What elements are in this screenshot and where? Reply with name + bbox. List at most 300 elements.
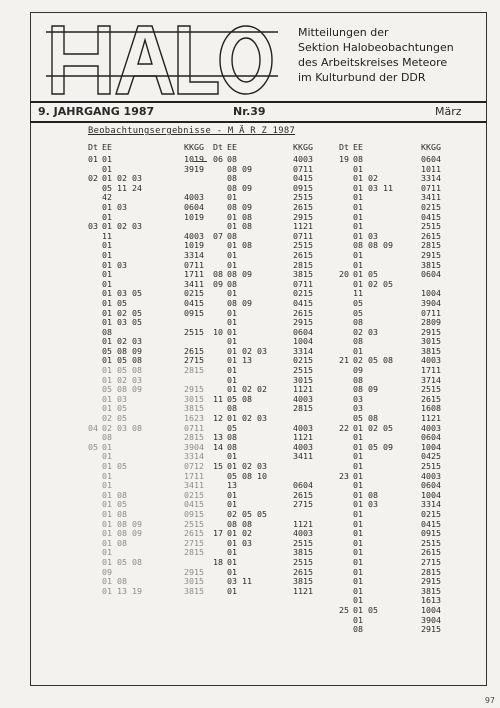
cell-ee: 08 — [102, 326, 112, 337]
cell-ee: 01 02 03 — [102, 173, 142, 184]
cell-kg: 4003 — [293, 154, 313, 164]
cell-kg: 3314 — [421, 173, 441, 184]
cell-kg: 4003 — [293, 422, 313, 433]
cell-ee: 03 — [353, 393, 363, 404]
cell-ee: 01 08 — [102, 576, 127, 587]
cell-kg: 2515 — [184, 326, 204, 337]
cell-dt — [339, 328, 353, 338]
cell-ee: 11 — [102, 230, 112, 241]
cell-ee: 01 — [353, 528, 363, 539]
cell-ee: 01 — [353, 201, 363, 212]
cell-ee: 01 — [353, 345, 363, 356]
cell-ee: 01 02 — [227, 528, 252, 539]
cell-ee: 01 — [227, 566, 237, 577]
cell-dt — [88, 184, 102, 194]
cell-dt — [88, 548, 102, 558]
cell-dt — [339, 616, 353, 626]
cell-dt — [339, 433, 353, 443]
cell-dt — [339, 309, 353, 319]
cell-dt — [339, 500, 353, 510]
cell-ee: 01 — [227, 499, 237, 510]
cell-kg: 4003 — [293, 441, 313, 452]
cell-ee: 01 — [353, 556, 363, 567]
cell-ee: 08 — [353, 624, 363, 635]
cell-ee: 08 — [353, 154, 363, 164]
cell-ee: 05 08 — [353, 413, 378, 424]
cell-kg: 0215 — [184, 489, 204, 500]
cell-dt: 05 — [88, 441, 98, 452]
cell-kg: 2615 — [184, 345, 204, 356]
cell-kg: 3815 — [293, 576, 313, 587]
cell-kg: 3815 — [421, 259, 441, 270]
cell-dt: 06 — [213, 154, 223, 164]
cell-kg: 0215 — [293, 288, 313, 299]
cell-dt — [88, 280, 102, 290]
cell-kg: 0425 — [421, 451, 441, 462]
cell-kg: 3411 — [421, 192, 441, 203]
cell-kg: 3015 — [184, 576, 204, 587]
cell-kg: 2915 — [184, 384, 204, 395]
cell-kg: 0915 — [293, 182, 313, 193]
table-row — [88, 587, 220, 597]
cell-kg: 1121 — [293, 585, 313, 596]
cell-kg: 2515 — [421, 221, 441, 232]
cell-ee: 09 — [102, 566, 112, 577]
cell-kg: 1004 — [293, 336, 313, 347]
cell-ee: 01 03 05 — [102, 288, 142, 299]
cell-dt — [339, 568, 353, 578]
masthead-line-3: des Arbeitskreises Meteore — [298, 56, 448, 69]
cell-kg: 1019 — [184, 154, 204, 164]
cell-ee: 01 — [227, 451, 237, 462]
cell-kg: 2715 — [184, 355, 204, 366]
table-row — [339, 625, 457, 635]
cell-dt — [213, 577, 227, 587]
cell-ee: 01 — [102, 451, 112, 462]
cell-ee: 01 — [353, 432, 363, 443]
cell-kg: 0604 — [421, 432, 441, 443]
cell-ee: 01 — [227, 365, 237, 376]
cell-kg: 2515 — [421, 461, 441, 471]
cell-dt — [339, 443, 353, 453]
cell-kg: 0604 — [421, 154, 441, 164]
observation-column-2 — [213, 143, 329, 596]
cell-dt — [213, 203, 227, 213]
cell-ee: 02 03 08 — [102, 422, 142, 433]
cell-ee: 01 02 02 — [227, 384, 267, 395]
header-ee: EE — [227, 142, 237, 152]
cell-ee: 01 02 03 — [102, 221, 142, 232]
cell-dt — [213, 356, 227, 366]
cell-ee: 01 — [353, 595, 363, 606]
cell-kg: 3411 — [184, 278, 204, 289]
cell-ee: 01 — [353, 576, 363, 587]
cell-dt — [88, 251, 102, 261]
observation-column-1 — [88, 143, 220, 596]
cell-ee: 01 — [227, 585, 237, 596]
cell-ee: 01 05 08 — [102, 556, 142, 567]
cell-kg: 2809 — [421, 317, 441, 328]
cell-kg: 0215 — [421, 508, 441, 519]
cell-dt: 04 — [88, 422, 98, 433]
cell-dt — [213, 376, 227, 386]
cell-ee: 08 09 — [227, 269, 252, 280]
cell-dt — [88, 328, 102, 338]
cell-dt: 03 — [88, 221, 98, 232]
cell-ee: 01 — [227, 556, 237, 567]
cell-ee: 01 02 — [353, 173, 378, 184]
cell-dt — [88, 337, 102, 347]
cell-kg: 0915 — [184, 508, 204, 519]
cell-kg: 0711 — [184, 259, 204, 270]
cell-ee: 01 — [102, 154, 112, 164]
cell-kg: 4003 — [421, 422, 441, 433]
cell-kg: 1121 — [421, 413, 441, 424]
cell-kg: 2615 — [293, 201, 313, 212]
cell-dt — [339, 587, 353, 597]
cell-ee: 01 — [353, 451, 363, 462]
cell-dt — [88, 318, 102, 328]
cell-dt — [213, 500, 227, 510]
cell-kg: 4003 — [421, 355, 441, 366]
cell-kg: 1121 — [293, 432, 313, 443]
cell-ee: 01 08 09 — [102, 518, 142, 529]
cell-dt: 13 — [213, 432, 223, 443]
cell-dt — [339, 241, 353, 251]
cell-kg: 4003 — [293, 528, 313, 539]
cell-ee: 01 — [227, 249, 237, 260]
cell-kg: 4003 — [293, 393, 313, 404]
cell-dt — [339, 222, 353, 232]
cell-kg: 3919 — [184, 163, 204, 174]
masthead-line-2: Sektion Halobeobachtungen — [298, 41, 454, 54]
cell-dt — [88, 472, 102, 482]
cell-dt — [339, 232, 353, 242]
cell-dt — [213, 337, 227, 347]
cell-ee: 01 — [227, 288, 237, 299]
cell-kg: 1711 — [184, 470, 204, 481]
cell-ee: 01 — [102, 269, 112, 280]
cell-dt: 15 — [213, 461, 223, 471]
cell-dt — [339, 385, 353, 395]
cell-kg: 1623 — [184, 413, 204, 424]
cell-ee: 01 05 — [102, 403, 127, 414]
cell-ee: 08 — [227, 278, 237, 289]
cell-kg: 4003 — [184, 230, 204, 241]
cell-kg: 1121 — [293, 384, 313, 395]
cell-dt — [213, 165, 227, 175]
cell-dt — [88, 462, 102, 472]
cell-dt — [88, 568, 102, 578]
cell-dt — [339, 165, 353, 175]
cell-kg: 0604 — [293, 480, 313, 491]
cell-dt — [88, 366, 102, 376]
cell-dt — [88, 558, 102, 568]
cell-ee: 01 — [227, 317, 237, 328]
cell-dt — [339, 625, 353, 635]
cell-dt: 02 — [88, 173, 98, 184]
cell-ee: 01 02 03 — [102, 336, 142, 347]
cell-ee: 09 — [353, 365, 363, 376]
cell-kg: 1711 — [421, 365, 441, 376]
cell-ee: 01 — [353, 585, 363, 596]
cell-ee: 01 — [227, 489, 237, 500]
cell-ee: 01 — [102, 547, 112, 558]
cell-ee: 01 03 — [353, 499, 378, 510]
cell-kg: 1711 — [184, 269, 204, 280]
connector-dash — [193, 161, 207, 162]
cell-kg: 3815 — [293, 547, 313, 558]
cell-kg: 0604 — [421, 269, 441, 280]
cell-ee: 05 11 24 — [102, 182, 142, 193]
cell-dt — [213, 251, 227, 261]
cell-dt — [339, 337, 353, 347]
cell-dt — [88, 587, 102, 597]
cell-dt — [339, 395, 353, 405]
cell-ee: 01 13 — [227, 355, 252, 366]
cell-dt — [339, 366, 353, 376]
cell-kg: 0711 — [421, 182, 441, 193]
cell-ee: 08 — [353, 317, 363, 328]
cell-dt — [213, 491, 227, 501]
cell-dt — [213, 299, 227, 309]
cell-kg: 3815 — [421, 345, 441, 356]
cell-ee: 08 — [227, 403, 237, 414]
cell-ee: 01 02 03 — [227, 413, 267, 424]
cell-kg: 0415 — [421, 211, 441, 222]
cell-dt — [339, 548, 353, 558]
cell-ee: 01 08 — [102, 537, 127, 548]
cell-ee: 08 — [227, 173, 237, 184]
header-dt: Dt — [339, 142, 349, 152]
cell-kg: 0415 — [184, 297, 204, 308]
cell-ee: 08 09 — [227, 182, 252, 193]
cell-dt — [88, 520, 102, 530]
cell-ee: 01 — [102, 441, 112, 452]
cell-kg: 3015 — [184, 393, 204, 404]
cell-kg: 2515 — [293, 192, 313, 203]
cell-kg: 0415 — [293, 297, 313, 308]
cell-ee: 01 13 19 — [102, 585, 142, 596]
cell-dt: 25 — [339, 604, 349, 615]
cell-dt — [88, 261, 102, 271]
cell-kg: 1004 — [421, 441, 441, 452]
cell-kg: 2915 — [421, 249, 441, 260]
cell-dt: 09 — [213, 278, 223, 289]
cell-ee: 08 09 — [227, 163, 252, 174]
cell-dt — [213, 472, 227, 482]
cell-kg: 2815 — [184, 547, 204, 558]
cell-kg: 0415 — [293, 173, 313, 184]
cell-kg: 0604 — [421, 480, 441, 491]
cell-dt: 07 — [213, 230, 223, 241]
cell-kg: 1019 — [184, 211, 204, 222]
cell-kg: 2615 — [293, 249, 313, 260]
cell-kg: 4003 — [421, 470, 441, 481]
cell-dt — [88, 510, 102, 520]
cell-kg: 1613 — [421, 595, 441, 606]
cell-ee: 01 — [227, 547, 237, 558]
cell-kg: 1011 — [421, 163, 441, 174]
cell-ee: 05 — [353, 307, 363, 318]
cell-ee: 08 — [227, 432, 237, 443]
cell-ee: 01 — [353, 221, 363, 232]
cell-dt — [339, 174, 353, 184]
cell-ee: 01 — [227, 336, 237, 347]
cell-ee: 01 — [353, 163, 363, 174]
cell-ee: 01 08 — [227, 211, 252, 222]
cell-kg: 2615 — [184, 528, 204, 539]
cell-dt: 19 — [339, 154, 349, 164]
cell-ee: 01 — [353, 461, 363, 471]
cell-dt — [213, 213, 227, 223]
cell-kg: 2615 — [421, 393, 441, 404]
cell-kg: 0712 — [184, 461, 204, 471]
cell-kg: 1004 — [421, 604, 441, 615]
cell-kg: 2515 — [293, 365, 313, 376]
cell-dt — [213, 241, 227, 251]
cell-ee: 08 09 — [227, 297, 252, 308]
cell-ee: 01 — [227, 192, 237, 203]
cell-dt — [88, 299, 102, 309]
cell-ee: 01 — [102, 278, 112, 289]
cell-dt — [88, 289, 102, 299]
cell-ee: 02 05 — [102, 413, 127, 424]
cell-kg: 2915 — [184, 566, 204, 577]
cell-kg: 2615 — [293, 489, 313, 500]
header-kkgg: KKGG — [293, 142, 313, 152]
cell-dt — [88, 539, 102, 549]
cell-kg: 2515 — [293, 556, 313, 567]
cell-kg: 2915 — [421, 326, 441, 337]
cell-kg: 3015 — [421, 336, 441, 347]
cell-ee: 08 — [353, 336, 363, 347]
cell-kg: 2515 — [421, 384, 441, 395]
cell-dt — [88, 452, 102, 462]
svg-text:HALO: HALO — [162, 98, 165, 99]
cell-ee: 02 05 08 — [353, 355, 393, 366]
section-title: Beobachtungsergebnisse - M Ä R Z 1987 — [88, 126, 296, 136]
cell-ee: 01 03 05 — [102, 317, 142, 328]
cell-kg: 2815 — [293, 259, 313, 270]
cell-dt — [213, 309, 227, 319]
cell-ee: 42 — [102, 192, 112, 203]
cell-dt — [213, 481, 227, 491]
cell-dt — [339, 510, 353, 520]
cell-ee: 01 — [102, 480, 112, 491]
cell-dt — [88, 193, 102, 203]
cell-ee: 01 03 — [102, 259, 127, 270]
cell-kg: 0215 — [293, 355, 313, 366]
cell-kg: 2515 — [293, 240, 313, 251]
cell-ee: 01 — [353, 547, 363, 558]
newsletter-masthead — [298, 25, 478, 85]
cell-dt — [88, 309, 102, 319]
cell-dt — [213, 193, 227, 203]
cell-ee: 01 — [353, 508, 363, 519]
cell-dt: 23 — [339, 470, 349, 481]
cell-dt — [88, 404, 102, 414]
cell-ee: 01 05 — [353, 604, 378, 615]
cell-ee: 03 11 — [227, 576, 252, 587]
cell-dt — [88, 241, 102, 251]
cell-kg: 2615 — [421, 547, 441, 558]
cell-kg: 0711 — [293, 230, 313, 241]
cell-ee: 01 03 11 — [353, 182, 393, 193]
cell-kg: 2915 — [421, 624, 441, 635]
cell-dt — [339, 539, 353, 549]
cell-ee: 01 — [353, 192, 363, 203]
cell-kg: 1004 — [421, 489, 441, 500]
cell-kg: 1121 — [293, 518, 313, 529]
cell-dt — [339, 289, 353, 299]
cell-kg: 2815 — [421, 566, 441, 577]
cell-kg: 3411 — [293, 451, 313, 462]
cell-kg: 2615 — [293, 566, 313, 577]
cell-dt — [213, 347, 227, 357]
cell-dt: 01 — [88, 154, 98, 164]
header-dt: Dt — [213, 142, 223, 152]
cell-kg: 0915 — [184, 307, 204, 318]
header-dt: Dt — [88, 142, 98, 152]
page-number: 97 — [484, 696, 495, 705]
cell-kg: 2815 — [293, 403, 313, 414]
cell-kg: 2515 — [293, 537, 313, 548]
cell-kg: 3815 — [184, 585, 204, 596]
cell-kg: 2915 — [293, 211, 313, 222]
cell-ee: 08 — [227, 230, 237, 241]
halo-logo — [46, 18, 278, 100]
cell-dt — [339, 577, 353, 587]
cell-kg: 2815 — [184, 432, 204, 443]
cell-ee: 08 08 — [227, 518, 252, 529]
cell-ee: 01 05 — [102, 499, 127, 510]
cell-dt — [213, 174, 227, 184]
header-rule-bottom — [30, 121, 487, 123]
issue-number: Nr.39 — [233, 105, 266, 118]
cell-ee: 08 — [102, 432, 112, 443]
cell-dt — [88, 203, 102, 213]
masthead-line-4: im Kulturbund der DDR — [298, 71, 426, 84]
cell-dt — [213, 184, 227, 194]
cell-ee: 01 — [227, 259, 237, 270]
cell-ee: 01 02 05 — [353, 278, 393, 289]
table-row — [213, 587, 329, 597]
issue-month: März — [435, 105, 462, 118]
cell-dt — [339, 318, 353, 328]
cell-ee: 02 05 05 — [227, 508, 267, 519]
cell-ee: 01 05 — [102, 461, 127, 471]
cell-kg: 2715 — [293, 499, 313, 510]
cell-ee: 01 — [353, 470, 363, 481]
cell-kg: 3904 — [421, 297, 441, 308]
cell-dt — [339, 299, 353, 309]
volume-label: 9. JAHRGANG 1987 — [38, 105, 155, 118]
cell-ee: 01 — [353, 480, 363, 491]
cell-kg: 3314 — [184, 249, 204, 260]
cell-ee: 05 08 09 — [102, 384, 142, 395]
cell-ee: 01 08 — [227, 221, 252, 232]
cell-dt — [88, 529, 102, 539]
cell-ee: 01 — [102, 240, 112, 251]
cell-dt — [339, 452, 353, 462]
cell-dt — [339, 529, 353, 539]
cell-dt — [339, 251, 353, 261]
cell-kg: 2715 — [421, 556, 441, 567]
cell-kg: 0711 — [293, 163, 313, 174]
cell-kg: 2815 — [184, 365, 204, 376]
cell-dt — [339, 184, 353, 194]
